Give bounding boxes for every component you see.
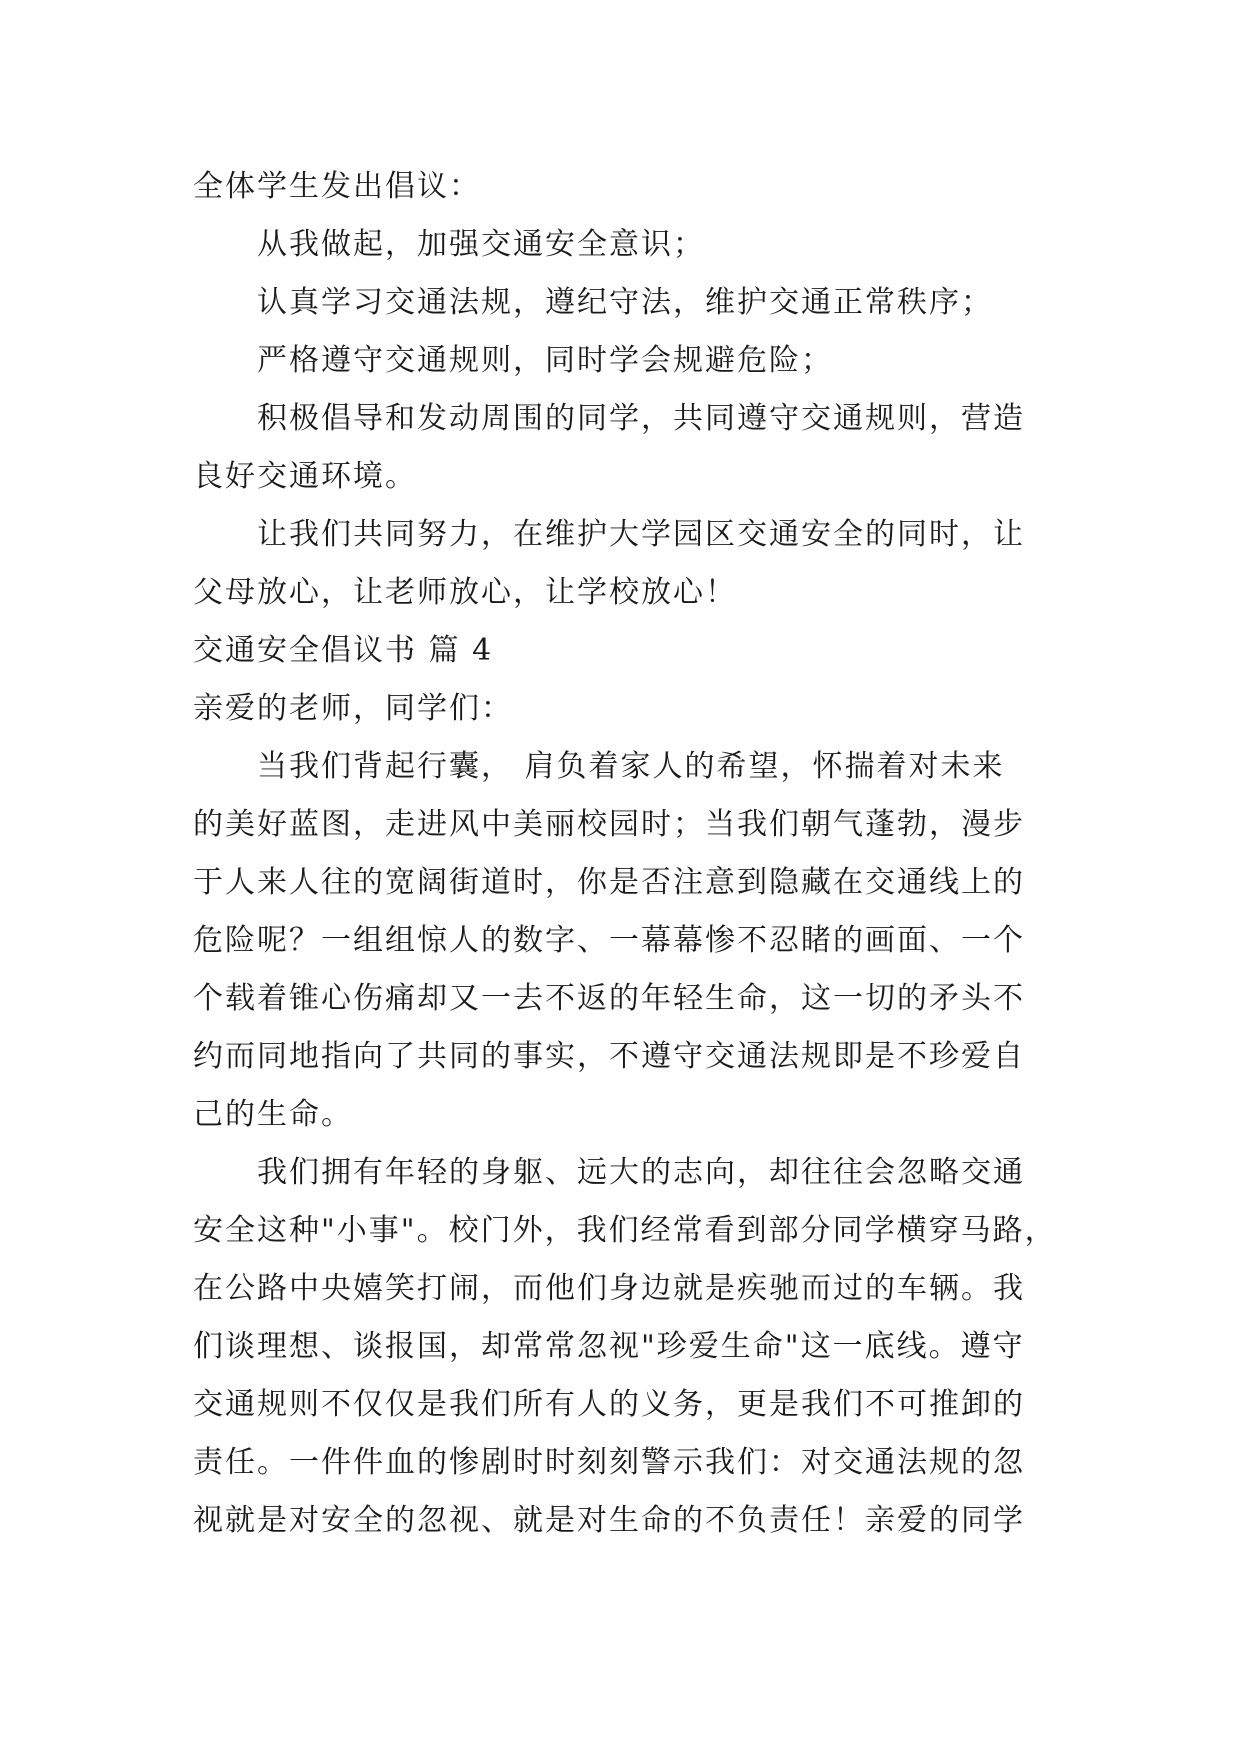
text-line: 于人来人往的宽阔街道时，你是否注意到隐藏在交通线上的 <box>193 865 1025 900</box>
text-line: 在公路中央嬉笑打闹，而他们身边就是疾驰而过的车辆。我 <box>193 1271 1025 1306</box>
salutation: 亲爱的老师，同学们： <box>193 691 513 726</box>
text-line: 的美好蓝图，走进风中美丽校园时；当我们朝气蓬勃，漫步 <box>193 807 1025 842</box>
document-page <box>193 158 1055 1550</box>
text-line: 认真学习交通法规，遵纪守法，维护交通正常秩序； <box>257 285 993 320</box>
text-line: 们谈理想、谈报国，却常常忽视"珍爱生命"这一底线。遵守 <box>193 1329 1025 1364</box>
text-line: 我们拥有年轻的身躯、远大的志向，却往往会忽略交通 <box>257 1155 1025 1190</box>
text-line: 从我做起，加强交通安全意识； <box>257 227 705 262</box>
text-line: 当我们背起行囊， 肩负着家人的希望，怀揣着对未来 <box>257 749 1005 784</box>
text-line: 让我们共同努力，在维护大学园区交通安全的同时，让 <box>257 517 1025 552</box>
text-line: 严格遵守交通规则，同时学会规避危险； <box>257 343 833 378</box>
text-line: 积极倡导和发动周围的同学，共同遵守交通规则，营造 <box>257 401 1025 436</box>
text-line: 危险呢？一组组惊人的数字、一幕幕惨不忍睹的画面、一个 <box>193 923 1025 958</box>
text-line: 约而同地指向了共同的事实，不遵守交通法规即是不珍爱自 <box>193 1039 1025 1074</box>
text-line: 责任。一件件血的惨剧时时刻刻警示我们：对交通法规的忽 <box>193 1445 1025 1480</box>
section-heading: 交通安全倡议书 篇 4 <box>193 633 494 668</box>
text-line: 交通规则不仅仅是我们所有人的义务，更是我们不可推卸的 <box>193 1387 1025 1422</box>
text-line: 己的生命。 <box>193 1097 353 1132</box>
text-line: 视就是对安全的忽视、就是对生命的不负责任！亲爱的同学 <box>193 1503 1025 1538</box>
text-line: 安全这种"小事"。校门外，我们经常看到部分同学横穿马路， <box>193 1213 1057 1248</box>
text-line: 全体学生发出倡议： <box>193 169 481 204</box>
text-line: 良好交通环境。 <box>193 459 417 494</box>
text-line: 父母放心，让老师放心，让学校放心！ <box>193 575 737 610</box>
text-line: 个载着锥心伤痛却又一去不返的年轻生命，这一切的矛头不 <box>193 981 1025 1016</box>
